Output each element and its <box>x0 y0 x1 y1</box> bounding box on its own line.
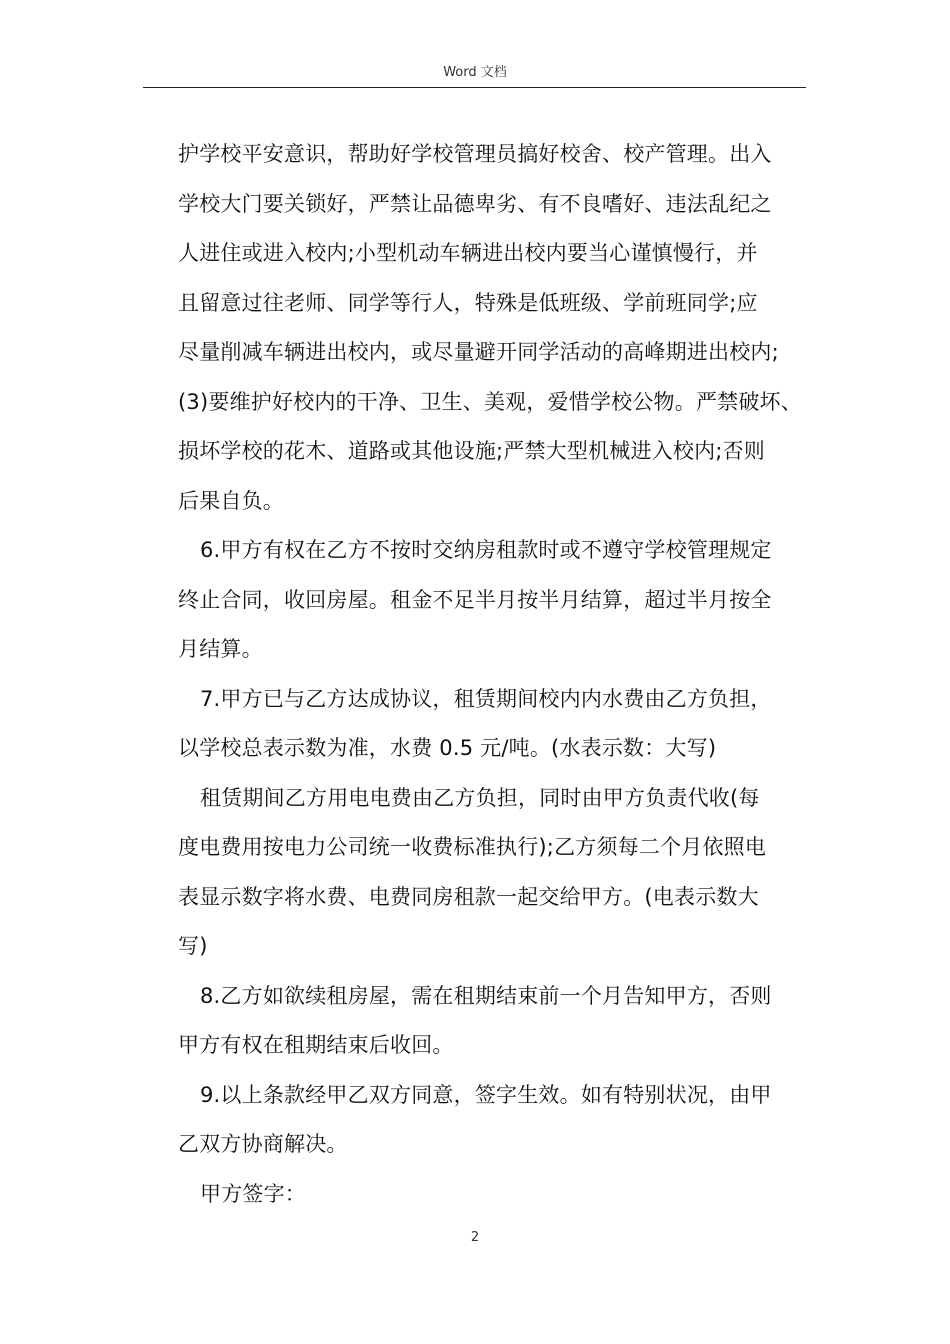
text-line: 终止合同，收回房屋。租金不足半月按半月结算，超过半月按全 <box>178 587 772 612</box>
text-line: 租赁期间乙方用电电费由乙方负担，同时由甲方负责代收(每 <box>200 785 760 810</box>
text-line: 写) <box>178 934 208 958</box>
clause-8-line: 8.乙方如欲续租房屋，需在租期结束前一个月告知甲方，否则 <box>200 983 772 1008</box>
text-line: 月结算。 <box>178 637 263 661</box>
page-number: 2 <box>470 1230 480 1245</box>
text-line: 以学校总表示数为准，水费 0.5 元/吨。(水表示数：大写) <box>178 736 717 760</box>
text-line: 度电费用按电力公司统一收费标准执行);乙方须每二个月依照电 <box>178 835 767 859</box>
clause-9-line: 9.以上条款经甲乙双方同意，签字生效。如有特别状况，由甲 <box>200 1082 772 1107</box>
text-line: 乙双方协商解决。 <box>178 1132 348 1156</box>
text-line: 后果自负。 <box>178 488 284 513</box>
text-line: 人进住或进入校内;小型机动车辆进出校内要当心谨慎慢行，并 <box>178 241 758 265</box>
text-line: 学校大门要关锁好，严禁让品德卑劣、有不良嗜好、违法乱纪之 <box>178 191 772 216</box>
text-line: 护学校平安意识，帮助好学校管理员搞好校舍、校产管理。出入 <box>178 142 772 166</box>
text-line: 甲方有权在租期结束后收回。 <box>178 1033 454 1057</box>
clause-6-line: 6.甲方有权在乙方不按时交纳房租款时或不遵守学校管理规定 <box>200 538 772 562</box>
document-body <box>178 130 823 1219</box>
signature-label: 甲方签字： <box>200 1181 306 1206</box>
text-line: 损坏学校的花木、道路或其他设施;严禁大型机械进入校内;否则 <box>178 439 765 463</box>
text-line: 表显示数字将水费、电费同房租款一起交给甲方。(电表示数大 <box>178 884 759 909</box>
text-line: 且留意过往老师、同学等行人，特殊是低班级、学前班同学;应 <box>178 290 758 315</box>
page-header: Word 文档 <box>443 65 507 80</box>
header-divider <box>143 87 806 88</box>
text-line: (3)要维护好校内的干净、卫生、美观，爱惜学校公物。严禁破坏、 <box>178 389 802 414</box>
clause-7-line: 7.甲方已与乙方达成协议，租赁期间校内内水费由乙方负担， <box>200 686 772 711</box>
text-line: 尽量削减车辆进出校内，或尽量避开同学活动的高峰期进出校内; <box>178 340 779 364</box>
